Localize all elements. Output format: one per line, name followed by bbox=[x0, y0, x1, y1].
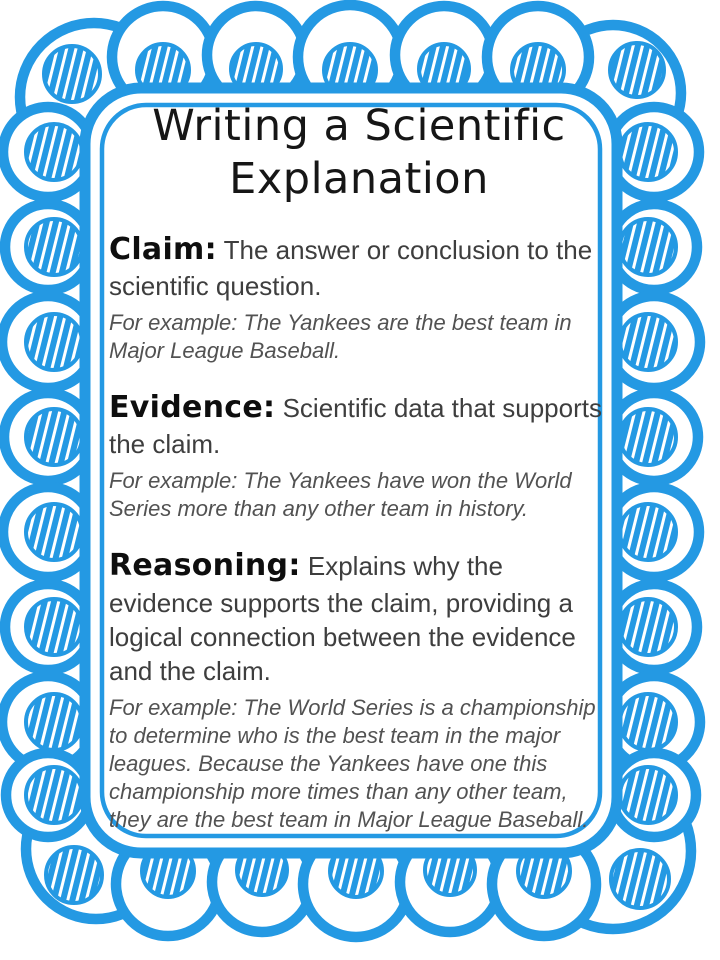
scribble-circle bbox=[26, 409, 82, 465]
scribble-circle bbox=[620, 694, 676, 750]
section-claim bbox=[109, 230, 609, 365]
reasoning-term: Reasoning: bbox=[109, 548, 301, 584]
reasoning-definition-text: Explains why the evidence supports the claim, providing a logical connection between the evidence and the claim. bbox=[109, 551, 576, 687]
claim-term: Claim: bbox=[109, 231, 217, 267]
scribble-circle bbox=[44, 46, 100, 102]
claim-example: For example: The Yankees are the best team in Major League Baseball. bbox=[109, 309, 572, 363]
scribble-circle bbox=[26, 694, 82, 750]
claim-definition-text: The answer or conclusion to the scientific question. bbox=[109, 234, 593, 302]
scribble-circle bbox=[620, 219, 676, 275]
scribble-circle bbox=[620, 767, 676, 823]
poster-content bbox=[109, 100, 609, 834]
section-reasoning bbox=[109, 546, 609, 834]
scribble-circle bbox=[610, 43, 664, 97]
scribble-circle bbox=[26, 599, 82, 655]
scribble-circle bbox=[26, 219, 82, 275]
evidence-definition bbox=[109, 388, 609, 462]
scribble-circle bbox=[620, 314, 676, 370]
scribble-circle bbox=[611, 850, 669, 908]
claim-definition bbox=[109, 230, 609, 304]
evidence-example: For example: The Yankees have won the World Series more than any other team in history. bbox=[109, 467, 572, 521]
scribble-circle bbox=[46, 847, 102, 903]
scribble-circle bbox=[620, 599, 676, 655]
scribble-circle bbox=[620, 409, 676, 465]
scribble-circle bbox=[620, 504, 676, 560]
reasoning-definition bbox=[109, 546, 609, 689]
poster-title-line2: Explanation bbox=[229, 154, 489, 205]
scribble-circle bbox=[26, 314, 82, 370]
section-evidence bbox=[109, 388, 609, 523]
scribble-circle bbox=[26, 504, 82, 560]
poster-title bbox=[109, 100, 609, 207]
poster-title-line1: Writing a Scientific bbox=[152, 101, 566, 151]
evidence-definition-text: Scientific data that supports the claim. bbox=[109, 392, 602, 460]
reasoning-example: For example: The World Series is a championship to determine who is the best team in the major leagues. Because the Yankees have one this championship more times than any other team, they are the best team in Major League Baseball. bbox=[109, 694, 596, 833]
scribble-circle bbox=[26, 767, 82, 823]
evidence-term: Evidence: bbox=[109, 389, 276, 425]
scribble-circle bbox=[620, 124, 676, 180]
scribble-circle bbox=[26, 124, 82, 180]
